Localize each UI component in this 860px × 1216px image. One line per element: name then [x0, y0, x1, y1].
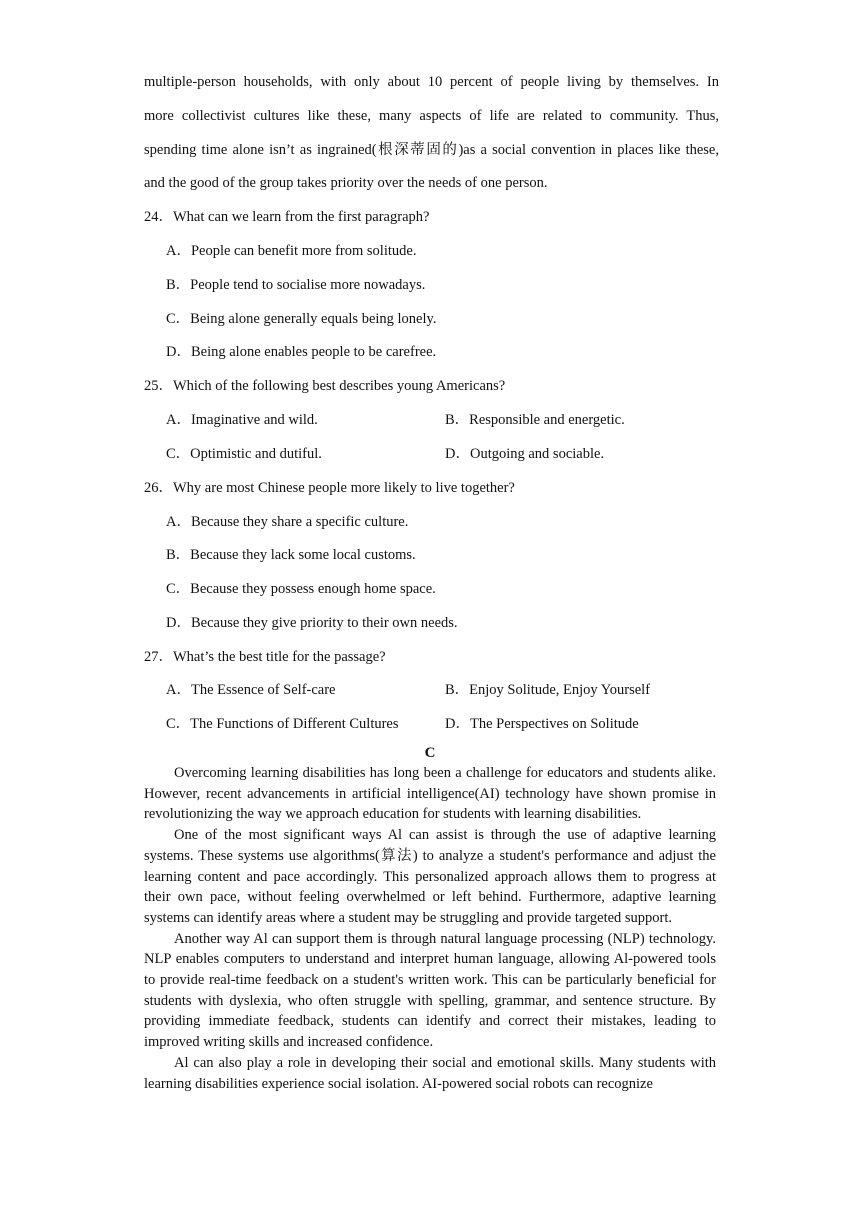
- passage-paragraph: One of the most significant ways Al can assist is through the use of adaptive learning systems. These systems use algorithms(算法) to analyze a student's performance and adjust the learning content and pace accordingly. This personalized approach allows them to progress at their own pace, without feeling overwhelmed or left behind. Furthermore, adaptive learning systems can identify areas where a student may be struggling and provide targeted support.: [144, 827, 716, 926]
- question-24-option-c[interactable]: C．Being alone generally equals being lonely.: [166, 311, 437, 327]
- intro-line: and the good of the group takes priority over the needs of one person.: [144, 175, 548, 192]
- question-26-stem: 26．Why are most Chinese people more likely to live together?: [144, 480, 515, 496]
- question-24-option-a[interactable]: A．People can benefit more from solitude.: [166, 243, 417, 259]
- question-27-option-b[interactable]: B．Enjoy Solitude, Enjoy Yourself: [445, 682, 651, 698]
- question-27-option-c[interactable]: C．The Functions of Different Cultures: [166, 716, 399, 732]
- passage-paragraph: Another way Al can support them is through natural language processing (NLP) technology. NLP enables computers to understand and interpret human language, allowing Al-powered tools to provide real-time feedback on a student's written work. This can be particularly beneficial for students with dyslexia, who often struggle with spelling, grammar, and sentence structure. By providing immediate feedback, students can identify and correct their mistakes, leading to improved writing skills and increased confidence.: [144, 930, 716, 1051]
- passage-c: [144, 763, 716, 1094]
- question-24-option-d[interactable]: D．Being alone enables people to be carefree.: [166, 344, 437, 360]
- intro-line: more collectivist cultures like these, many aspects of life are related to community. Thus,: [144, 107, 719, 124]
- question-25-option-b[interactable]: B．Responsible and energetic.: [445, 412, 625, 428]
- passage-paragraph: Overcoming learning disabilities has long been a challenge for educators and students alike. However, recent advancements in artificial intelligence(AI) technology have shown promise in revolutionizing the way we approach education for students with learning disabilities.: [144, 765, 716, 823]
- intro-line: multiple-person households, with only about 10 percent of people living by themselves. In: [144, 74, 719, 90]
- question-26-option-c[interactable]: C．Because they possess enough home space.: [166, 581, 436, 597]
- question-26-option-d[interactable]: D．Because they give priority to their own needs.: [166, 615, 458, 631]
- question-25-option-d[interactable]: D．Outgoing and sociable.: [445, 446, 605, 462]
- section-heading: C: [424, 745, 436, 761]
- question-25-stem: 25．Which of the following best describes young Americans?: [144, 378, 506, 394]
- intro-paragraph: [144, 66, 719, 201]
- question-26-option-a[interactable]: A．Because they share a specific culture.: [166, 514, 409, 530]
- passage-paragraph: Al can also play a role in developing their social and emotional skills. Many students with learning disabilities experience social isolation. AI-powered social robots can recognize: [144, 1054, 716, 1092]
- question-25-option-c[interactable]: C．Optimistic and dutiful.: [166, 446, 322, 462]
- question-24-stem: 24．What can we learn from the first paragraph?: [144, 209, 430, 225]
- intro-line: spending time alone isn’t as ingrained(根深蒂固的)as a social convention in places like these,: [144, 141, 719, 158]
- question-24-option-b[interactable]: B．People tend to socialise more nowadays.: [166, 277, 426, 293]
- question-27-stem: 27．What’s the best title for the passage?: [144, 649, 386, 665]
- question-25-option-a[interactable]: A．Imaginative and wild.: [166, 412, 318, 428]
- question-26-option-b[interactable]: B．Because they lack some local customs.: [166, 547, 416, 563]
- question-27-option-a[interactable]: A．The Essence of Self-care: [166, 682, 336, 698]
- question-27-option-d[interactable]: D．The Perspectives on Solitude: [445, 716, 639, 732]
